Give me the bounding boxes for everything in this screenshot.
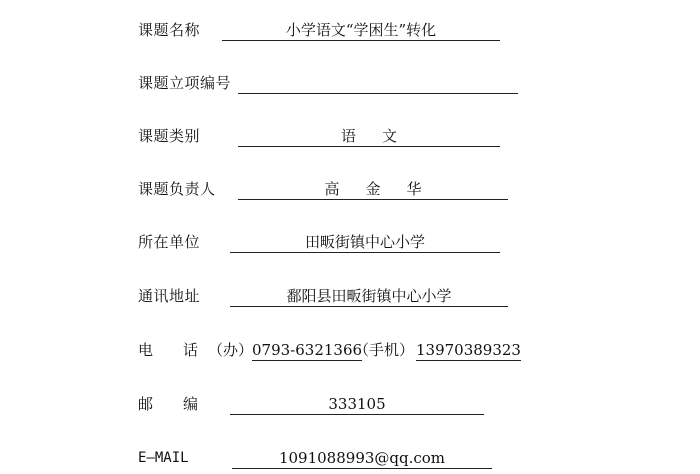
- unit-value: 田畈街镇中心小学: [230, 232, 500, 253]
- phone-mobile-number: 13970389323: [416, 341, 521, 359]
- phone-office-label: （办）: [208, 341, 254, 359]
- email-label: E—MAIL: [138, 450, 189, 466]
- project-number-value: [238, 73, 518, 94]
- row-postcode: [0, 394, 700, 420]
- unit-label: 所在单位: [138, 233, 201, 251]
- category-label: 课题类别: [138, 127, 201, 145]
- phone-office-number: 0793-6321366: [252, 341, 363, 359]
- row-unit: [0, 232, 700, 258]
- topic-name-label: 课题名称: [138, 21, 201, 39]
- row-category: [0, 126, 700, 152]
- address-label: 通讯地址: [138, 287, 201, 305]
- phone-mobile-label: （手机）: [354, 341, 415, 359]
- topic-name-value: 小学语文“学困生”转化: [222, 20, 500, 41]
- row-topic-name: [0, 20, 700, 46]
- postcode-value: 333105: [230, 394, 484, 415]
- email-value: 1091088993@qq.com: [232, 448, 492, 469]
- postcode-label: 邮 编: [138, 395, 199, 413]
- project-number-label: 课题立项编号: [138, 74, 232, 92]
- category-value: 语文: [238, 126, 500, 147]
- leader-label: 课题负责人: [138, 180, 216, 198]
- row-address: [0, 286, 700, 312]
- phone-label: 电 话: [138, 341, 199, 359]
- leader-value: 高金华: [238, 179, 508, 200]
- row-email: [0, 448, 700, 474]
- address-value: 鄱阳县田畈街镇中心小学: [230, 286, 508, 307]
- row-leader: [0, 179, 700, 205]
- row-phone: [0, 340, 700, 366]
- row-project-number: [0, 73, 700, 99]
